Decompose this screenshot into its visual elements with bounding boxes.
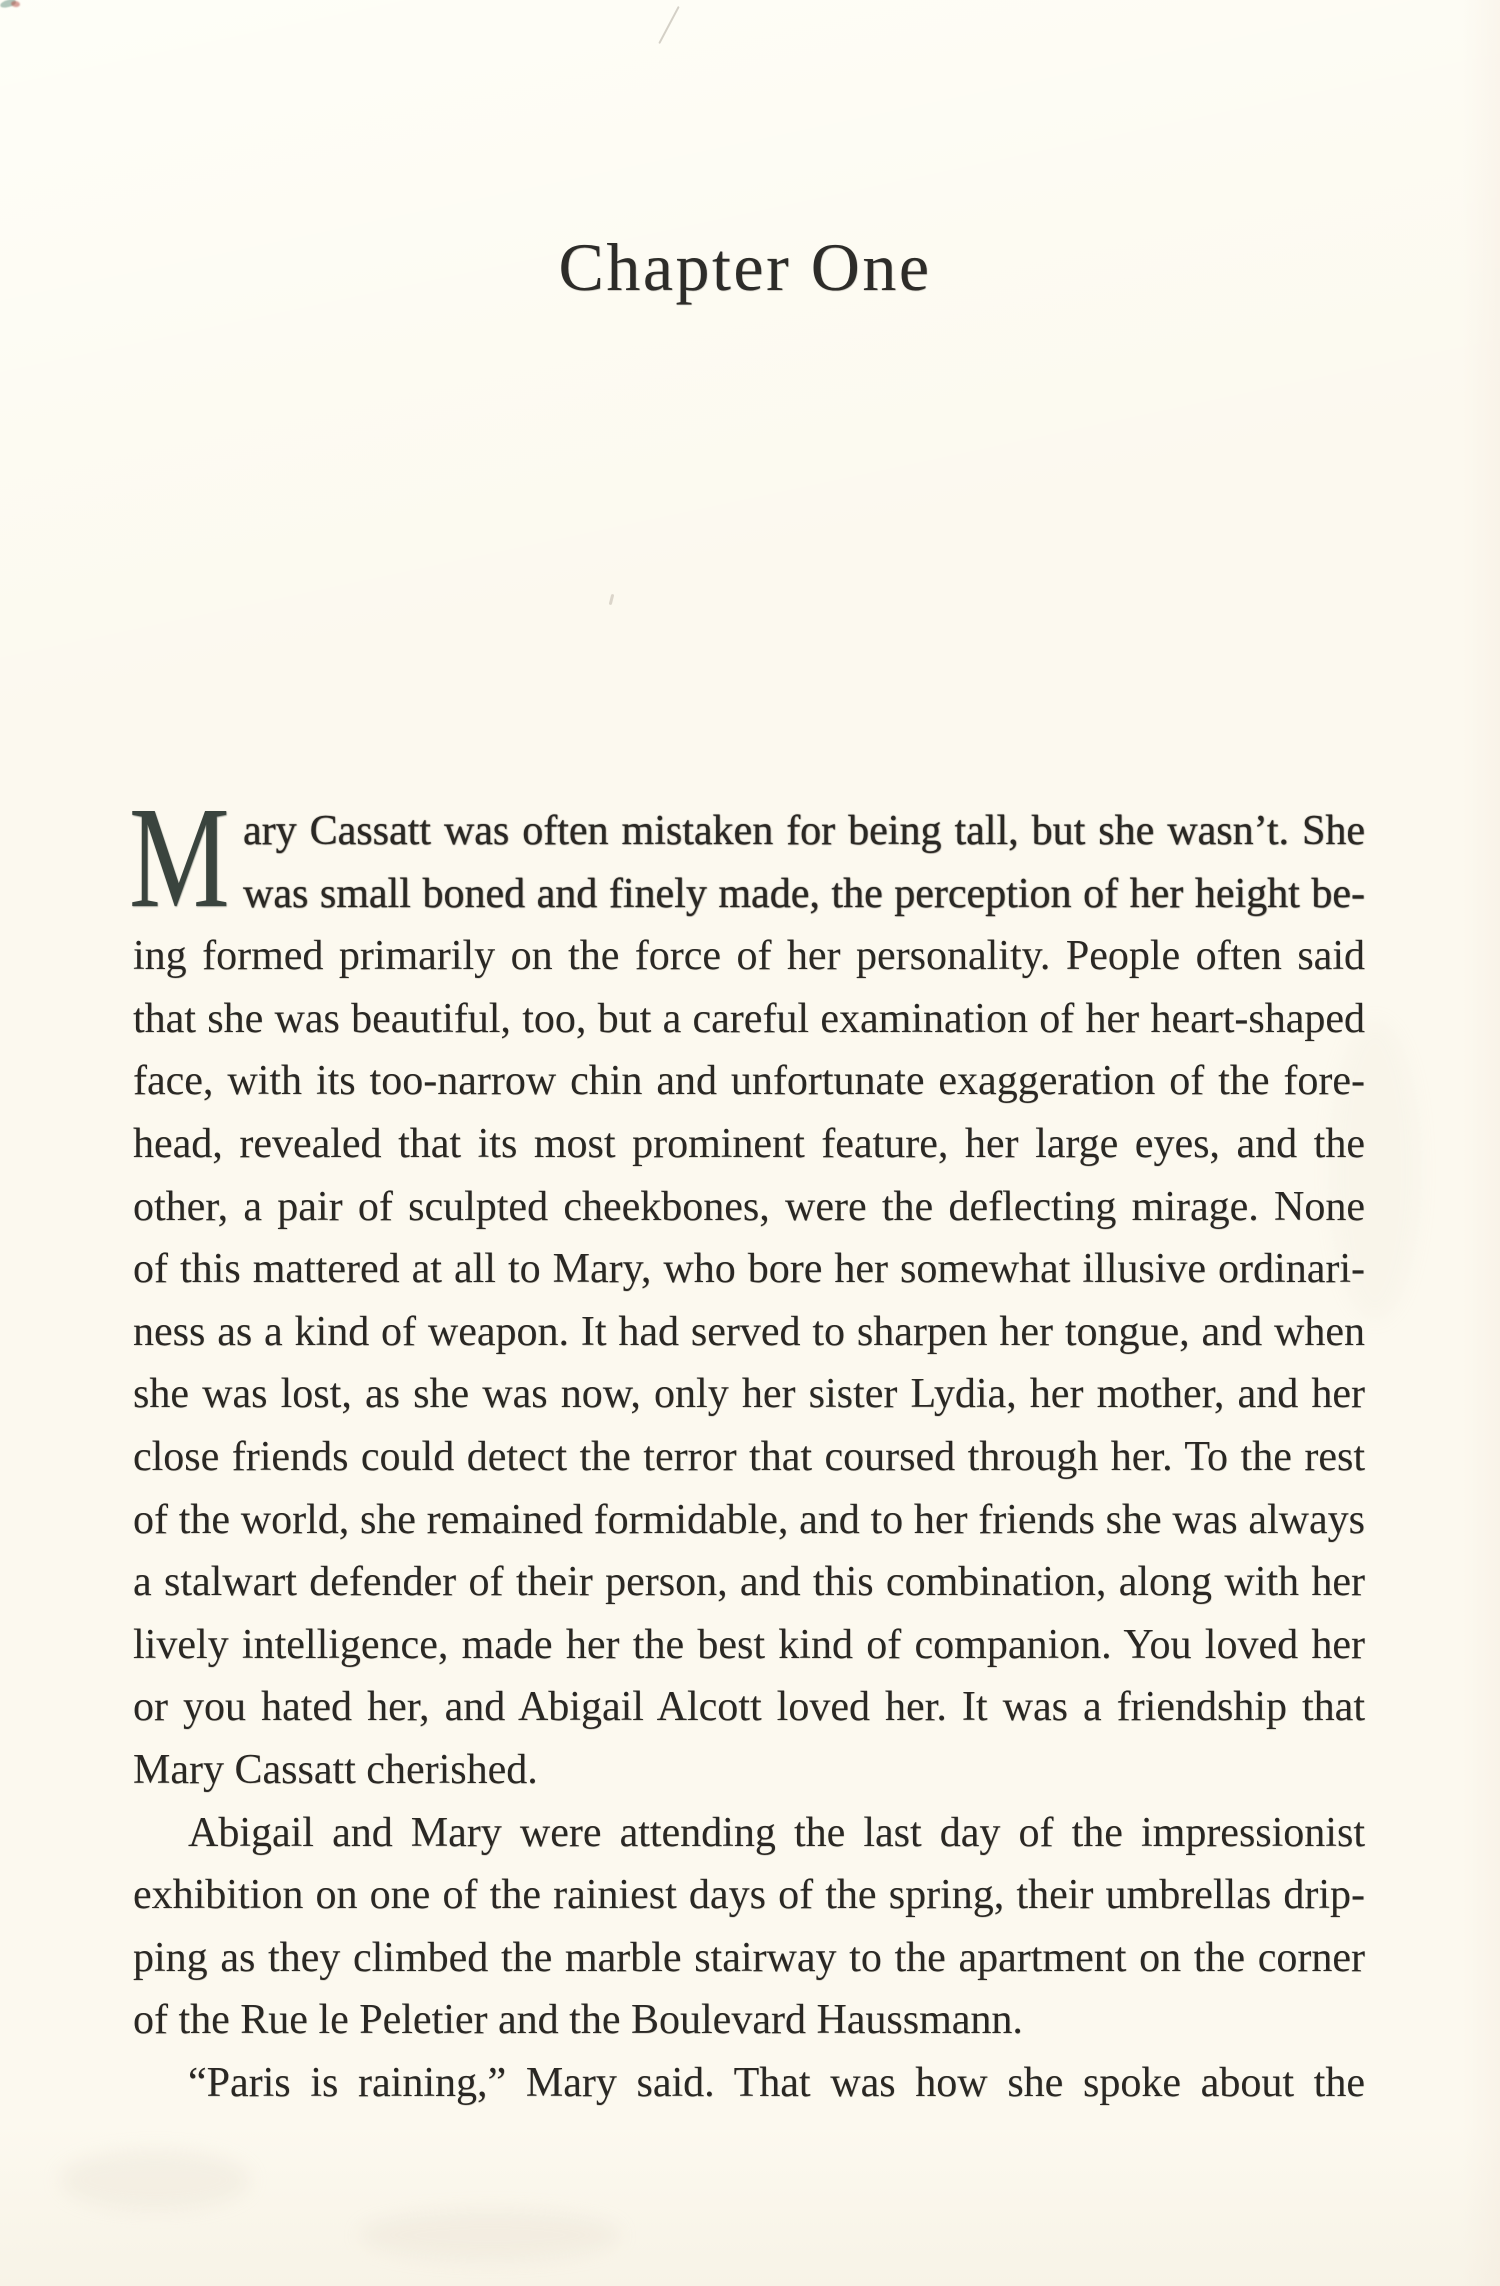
text-line: close friends could detect the terror that coursed through her. To the rest	[133, 1433, 1365, 1480]
text-line: other, a pair of sculpted cheekbones, were the deflecting mirage. None	[133, 1183, 1365, 1230]
text-line: head, revealed that its most prominent feature, her large eyes, and the	[133, 1120, 1365, 1167]
drop-cap-letter: M	[129, 778, 230, 938]
text-line: she was lost, as she was now, only her sister Lydia, her mother, and her	[133, 1371, 1365, 1418]
text-block	[133, 800, 1365, 2114]
text-line: Mary Cassatt cherished.	[133, 1746, 538, 1793]
scan-scratch-artifact	[609, 594, 615, 605]
text-line: ness as a kind of weapon. It had served to sharpen her tongue, and when	[133, 1308, 1365, 1355]
text-line: lively intelligence, made her the best kind of companion. You loved her	[133, 1621, 1365, 1668]
scan-speck-red	[11, 0, 21, 7]
text-line: “Paris is raining,” Mary said. That was how she spoke about the	[188, 2059, 1365, 2106]
text-line: was small boned and finely made, the perception of her height be-	[243, 870, 1365, 917]
scan-hair-artifact	[658, 6, 679, 44]
text-line: of the Rue le Peletier and the Boulevard Haussmann.	[133, 1997, 1023, 2044]
text-line: of this mattered at all to Mary, who bore her somewhat illusive ordinari-	[133, 1246, 1365, 1293]
text-line: of the world, she remained formidable, and to her friends she was always	[133, 1496, 1365, 1543]
text-line: that she was beautiful, too, but a careful examination of her heart-shaped	[133, 995, 1365, 1042]
text-line: Abigail and Mary were attending the last day of the impressionist	[188, 1809, 1365, 1856]
text-line: ing formed primarily on the force of her personality. People often said	[133, 933, 1365, 980]
text-line: face, with its too-narrow chin and unfortunate exaggeration of the fore-	[133, 1058, 1365, 1105]
text-line: ping as they climbed the marble stairway to the apartment on the corner	[133, 1934, 1365, 1981]
text-line: or you hated her, and Abigail Alcott loved her. It was a friendship that	[133, 1684, 1365, 1731]
chapter-title: Chapter One	[558, 229, 932, 305]
text-line: exhibition on one of the rainiest days of the spring, their umbrellas drip-	[133, 1872, 1365, 1919]
scan-blotch	[360, 2210, 620, 2260]
text-line: ary Cassatt was often mistaken for being tall, but she wasn’t. She	[243, 808, 1365, 854]
text-line: a stalwart defender of their person, and this combination, along with her	[133, 1559, 1365, 1606]
scan-blotch	[60, 2150, 250, 2210]
